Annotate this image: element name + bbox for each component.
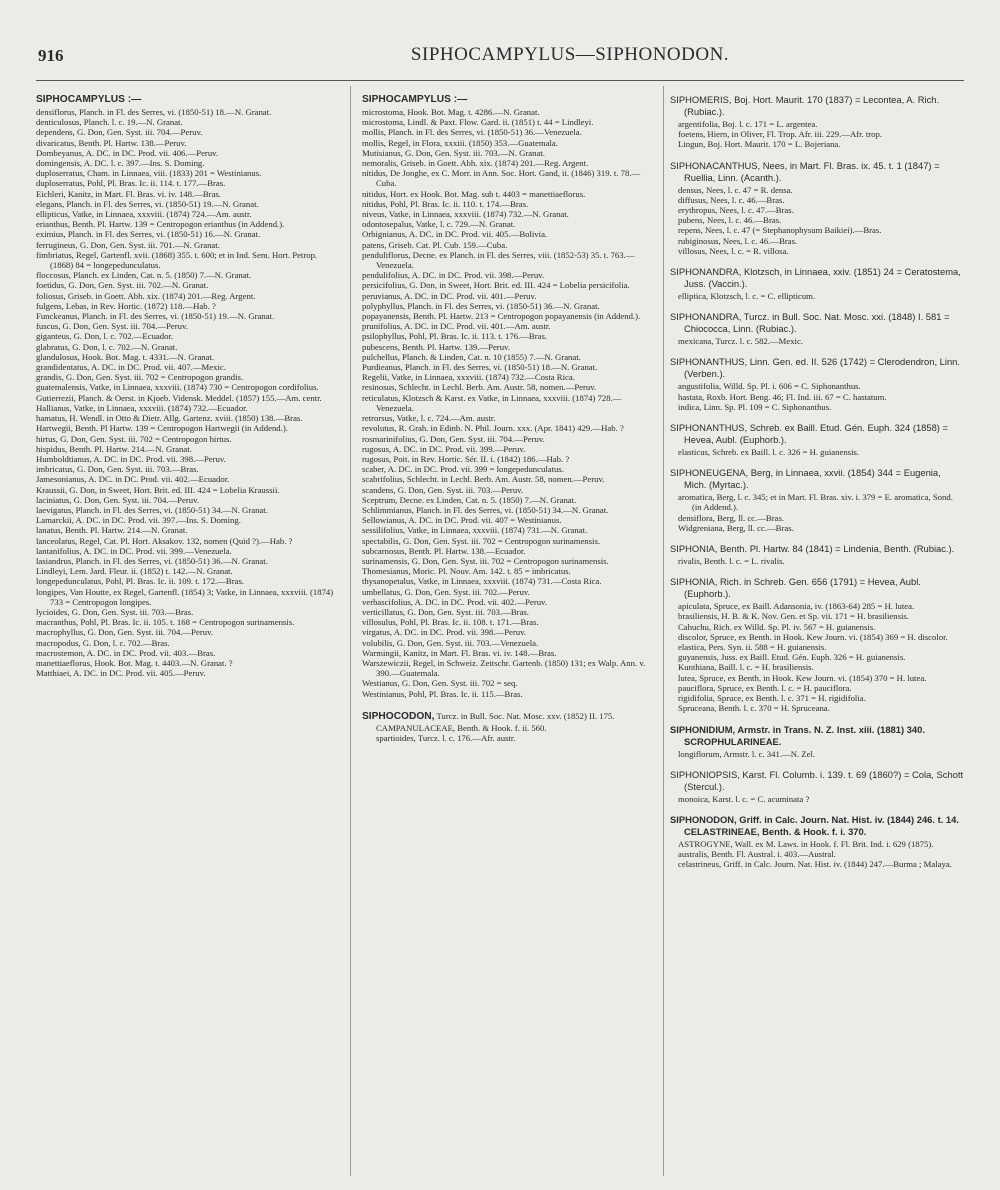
species-entry: angustifolia, Willd. Sp. Pl. i. 606 = C. Siphonanthus. <box>678 381 861 392</box>
genus-heading: SIPHOMERIS, Boj. Hort. Maurit. 170 (1837) = Lecontea, A. Rich. (Rubiac.). <box>670 94 940 117</box>
species-entry: Purdieanus, Planch. in Fl. des Serres, vi. (1850-51) 18.—N. Granat. <box>362 362 598 373</box>
species-entry: diffusus, Nees, l. c. 46.—Bras. <box>678 194 785 205</box>
genus-block <box>670 543 964 566</box>
species-entry: densus, Nees, l. c. 47 = R. densa. <box>678 184 793 195</box>
species-entry: erianthus, Benth. Pl. Hartw. 139 = Centropogon erianthus (in Addend.). <box>36 219 285 230</box>
species-entry: nitidus, De Jonghe, ex C. Morr. in Ann. Soc. Hort. Gand, ii. (1846) 319. t. 78.—Cuba. <box>362 168 641 189</box>
species-entry: lanatus, Benth. Pl. Hartw. 214.—N. Granat. <box>36 525 188 536</box>
genus-heading: SIPHOCODON, <box>362 710 435 722</box>
species-entry: hamatus, H. Wendl. in Otto & Dietr. Allg. Gartenz. xviii. (1850) 138.—Bras. <box>36 413 303 424</box>
species-entry: ellipticus, Vatke, in Linnaea, xxxviii. (1874) 724.—Am. austr. <box>36 209 252 220</box>
species-entry: elasticus, Schreb. ex Baill. l. c. 326 = H. guianensis. <box>678 447 860 458</box>
genus-block <box>670 94 964 150</box>
genus-block <box>670 769 964 804</box>
species-entry: Humboldtianus, A. DC. in DC. Prod. vii. 398.—Peruv. <box>36 453 226 464</box>
species-entry: grandidentatus, A. DC. in DC. Prod. vii. 407.—Mexic. <box>36 362 226 373</box>
species-entry: Lingun, Boj. Hort. Maurit. 170 = L. Bojeriana. <box>678 139 841 150</box>
species-entry: Jamesonianus, A. DC. in DC. Prod. vii. 402.—Ecuador. <box>36 474 230 485</box>
header-rule <box>36 80 964 81</box>
species-entry: Hartwegii, Benth. Pl Hartw. 139 = Centropogon Hartwegii (in Addend.). <box>36 423 288 434</box>
species-entry: popayanensis, Benth. Pl. Hartw. 213 = Centropogon popayanensis (in Addend.). <box>362 311 641 322</box>
species-entry: laevigatus, Planch. in Fl. des Serres, vi. (1850-51) 34.—N. Granat. <box>36 504 268 515</box>
species-entry: Hallianus, Vatke, in Linnaea, xxxviii. (1874) 732.—Ecuador. <box>36 402 248 413</box>
column-middle <box>362 94 657 1174</box>
species-entry: volubilis, G. Don, Gen. Syst. iii. 703.—Venezuela. <box>362 637 539 648</box>
species-entry: giganteus, G. Don, l. c. 702.—Ecuador. <box>36 331 174 342</box>
species-entry: nitidus, Hort. ex Hook. Bot. Mag. sub t. 4403 = manettiaeflorus. <box>362 188 586 199</box>
species-entry: Warmingii, Kanitz, in Mart. Fl. Bras. vi. iv. 148.—Bras. <box>362 647 557 658</box>
species-entry: mollis, Regel, in Flora, xxxiii. (1850) 353.—Guatemala. <box>362 137 558 148</box>
species-entry: Matthiaei, A. DC. in DC. Prod. vii. 405.—Peruv. <box>36 668 206 679</box>
species-entry: lutea, Spruce, ex Benth. in Hook. Kew Journ. vi. (1854) 370 = H. lutea. <box>678 672 927 683</box>
species-entry: discolor, Spruce, ex Benth. in Hook. Kew Journ. vi. (1854) 369 = H. discolor. <box>678 631 948 642</box>
species-entry: surinamensis, G. Don, Gen. Syst. iii. 702 = Centropogon surinamensis. <box>362 555 609 566</box>
species-entry: Schlimmianus, Planch. in Fl. des Serres, vi. (1850-51) 34.—N. Granat. <box>362 504 609 515</box>
species-entry: hispidus, Benth. Pl. Hartw. 214.—N. Granat. <box>36 443 192 454</box>
species-entry: revolutus, R. Grah. in Edinb. N. Phil. Journ. xxx. (Apr. 1841) 429.—Hab. ? <box>362 423 624 434</box>
species-entry: thysanopetalus, Vatke, in Linnaea, xxxviii. (1874) 731.—Costa Rica. <box>362 576 602 587</box>
species-entry: ASTROGYNE, Wall. ex M. Laws. in Hook. f. Fl. Brit. Ind. i. 629 (1875). <box>678 838 934 849</box>
species-entry: Regelii, Vatke, in Linnaea, xxxviii. (1874) 732.—Costa Rica. <box>362 372 575 383</box>
genus-block <box>670 356 964 412</box>
genus-heading: SIPHONIDIUM, Armstr. in Trans. N. Z. Inst. xiii. (1881) 340. SCROPHULARINEAE. <box>670 723 925 747</box>
species-entry: apiculata, Spruce, ex Baill. Adansonia, iv. (1863-64) 285 = H. lutea. <box>678 601 915 612</box>
species-entry: fuscus, G. Don, Gen. Syst. iii. 704.—Peruv. <box>36 321 188 332</box>
species-entry: Funckeanus, Planch. in Fl. des Serres, vi. (1850-51) 19.—N. Granat. <box>36 311 275 322</box>
genus-heading: SIPHONIOPSIS, Karst. Fl. Columb. i. 139. t. 69 (1860?) = Cola, Schott (Stercul.). <box>670 768 964 792</box>
genus-block <box>670 311 964 346</box>
species-entry: glabratus, G. Don, l. c. 702.—N. Granat. <box>36 341 178 352</box>
genus-block <box>670 467 964 533</box>
genus-heading: SIPHONANTHUS, Schreb. ex Baill. Etud. Gén. Euph. 324 (1858) = Hevea, Aubl. (Euphorb.). <box>670 422 948 446</box>
species-entry: virgatus, A. DC. in DC. Prod. vii. 398.—Peruv. <box>362 627 527 638</box>
species-entry: grandis, G. Don, Gen. Syst. iii. 702 = Centropogon grandis. <box>36 372 244 383</box>
species-entry: pulchellus, Planch. & Linden, Cat. n. 10 (1855) 7.—N. Granat. <box>362 351 581 362</box>
genus-heading: SIPHONANDRA, Klotzsch, in Linnaea, xxiv. (1851) 24 = Ceratostema, Juss. (Vaccin.). <box>670 266 961 290</box>
species-entry: macropodus, G. Don, l. c. 702.—Bras. <box>36 637 170 648</box>
species-entry: Lamarckii, A. DC. in DC. Prod. vii. 397.—Ins. S. Doming. <box>36 515 241 526</box>
species-entry: duploserratus, Cham. in Linnaea, viii. (1833) 201 = Westinianus. <box>36 168 262 179</box>
species-entry: Warszewiczii, Regel, in Schweiz. Zeitschr. Gartenb. (1850) 131; ex Walp. Ann. v. 390.—Guatemala. <box>362 657 646 679</box>
species-entry: spartioides, Turcz. l. c. 176.—Afr. austr. <box>376 732 516 743</box>
species-entry: lanceolatus, Regel, Cat. Pl. Hort. Aksakov. 132, nomen (Quid ?).—Hab. ? <box>36 535 293 546</box>
species-entry: verbascifolius, A. DC. in DC. Prod. vii. 402.—Peruv. <box>362 596 548 607</box>
species-entry: Kunthiana, Baill. l. c. = H. brasiliensis. <box>678 662 814 673</box>
species-entry: Orbignianus, A. DC. in DC. Prod. vii. 405.—Bolivia. <box>362 229 548 240</box>
species-entry: Cahuchu, Rich. ex Willd. Sp. Pl. iv. 567 = H. guianensis. <box>678 621 876 632</box>
genus-heading: SIPHONEUGENA, Berg, in Linnaea, xxvii. (1854) 344 = Eugenia, Mich. (Myrtac.). <box>670 467 941 491</box>
species-entry: divaricatus, Benth. Pl. Hartw. 138.—Peruv. <box>36 137 187 148</box>
species-entry: argentifolia, Boj. l. c. 171 = L. argentea. <box>678 119 818 129</box>
species-entry: glandulosus, Hook. Bot. Mag. t. 4331.—N. Granat. <box>36 351 215 362</box>
species-entry: foliosus, Griseb. in Goett. Abh. xix. (1874) 201.—Reg. Argent. <box>36 290 256 301</box>
species-entry: peruvianus, A. DC. in DC. Prod. vii. 401.—Peruv. <box>362 290 537 301</box>
species-entry: polyphyllus, Planch. in Fl. des Serres, vi. (1850-51) 36.—N. Granat. <box>362 300 600 311</box>
species-entry: psilophyllus, Pohl, Pl. Bras. Ic. ii. 113. t. 176.—Bras. <box>362 331 548 342</box>
species-entry: laciniatus, G. Don, Gen. Syst. iii. 704.—Peruv. <box>36 494 200 505</box>
species-entry: longipes, Van Houtte, ex Regel, Gartenfl. (1854) 3; Vatke, in Linnaea, xxxviii. (1874) 733 = Centropogon longipes. <box>36 586 334 607</box>
species-entry: denticulosus, Planch. l. c. 19.—N. Granat. <box>36 117 183 128</box>
species-entry: scandens, G. Don, Gen. Syst. iii. 703.—Peruv. <box>362 484 524 495</box>
species-entry: longepedunculatus, Pohl, Pl. Bras. Ic. ii. 109. t. 172.—Bras. <box>36 576 244 587</box>
species-entry: Mutisianus, G. Don, Gen. Syst. iii. 703.—N. Granat. <box>362 147 545 158</box>
species-entry: fulgens, Lebas, in Rev. Hortic. (1872) 118.—Hab. ? <box>36 300 216 311</box>
species-entry: nemoralis, Griseb. in Goett. Abh. xix. (1874) 201.—Reg. Argent. <box>362 158 589 169</box>
species-entry: repens, Nees, l. c. 47 (= Stephanophysum Baikiei).—Bras. <box>678 225 882 236</box>
genus-heading: SIPHONACANTHUS, Nees, in Mart. Fl. Bras. ix. 45. t. 1 (1847) = Ruellia, Linn. (Acanth.). <box>670 159 940 183</box>
species-entry: villosus, Nees, l. c. = R. villosa. <box>678 245 789 256</box>
species-entry: aromatica, Berg, l. c. 345; et in Mart. Fl. Bras. xiv. i. 379 = E. aromatica, Sond. (in Addend.). <box>678 492 953 513</box>
species-entry: Eichleri, Kanitz, in Mart. Fl. Bras. vi. iv. 148.—Bras. <box>36 188 221 199</box>
species-entry: odontosepalus, Vatke, l. c. 729.—N. Granat. <box>362 219 516 230</box>
species-entry: Spruceana, Benth. l. c. 370 = H. Spruceana. <box>678 703 830 714</box>
species-entry: macranthus, Pohl, Pl. Bras. Ic. ii. 105. t. 168 = Centropogon surinamensis. <box>36 617 295 628</box>
species-entry: pendulifolius, A. DC. in DC. Prod. vii. 398.—Peruv. <box>362 270 545 281</box>
species-entry: hirtus, G. Don, Gen. Syst. iii. 702 = Centropogon hirtus. <box>36 433 232 444</box>
genus-heading: SIPHOCAMPYLUS :— <box>36 94 142 105</box>
species-entry: scaber, A. DC. in DC. Prod. vii. 399 = longepedunculatus. <box>362 464 564 475</box>
species-entry: lycioides, G. Don, Gen. Syst. iii. 703.—Bras. <box>36 606 194 617</box>
species-entry: foetidus, G. Don, Gen. Syst. iii. 702.—N. Granat. <box>36 280 209 291</box>
species-entry: rivalis, Benth. l. c. = L. rivalis. <box>678 556 785 567</box>
species-entry: guatemalensis, Vatke, in Linnaea, xxxviii. (1874) 730 = Centropogon cordifolius. <box>36 382 319 393</box>
species-entry: villosulus, Pohl, Pl. Bras. Ic. ii. 108. t. 171.—Bras. <box>362 617 539 628</box>
species-entry: rugosus, A. DC. in DC. Prod. vii. 399.—Peruv. <box>362 443 526 454</box>
species-entry: Thomesianus, Moric. Pl. Nouv. Am. 142. t. 85 = imbricatus. <box>362 566 571 577</box>
species-entry: celastrineus, Griff. in Calc. Journ. Nat. Hist. iv. (1844) 247.—Burma ; Malaya. <box>678 859 952 870</box>
genus-heading: SIPHONIA, Benth. Pl. Hartw. 84 (1841) = Lindenia, Benth. (Rubiac.). <box>670 543 955 555</box>
genus-block <box>670 814 964 870</box>
species-entry: lantanifolius, A. DC. in DC. Prod. vii. 399.—Venezuela. <box>36 545 232 556</box>
entry-list <box>362 107 657 699</box>
species-entry: Sceptrum, Decne. ex Linden, Cat. n. 5. (1850) 7.—N. Granat. <box>362 494 577 505</box>
species-entry: rigidifolia, Spruce, ex Benth. l. c. 371 = H. rigidifolia. <box>678 693 866 704</box>
species-entry: imbricatus, G. Don, Gen. Syst. iii. 703.—Bras. <box>36 464 199 475</box>
species-entry: nitidus, Pohl, Pl. Bras. Ic. ii. 110. t. 174.—Bras. <box>362 198 529 209</box>
species-entry: Gutierrezii, Planch. & Oerst. in Kjoeb. Vidensk. Meddel. (1857) 155.—Am. centr. <box>36 392 322 403</box>
column-right <box>670 94 964 1174</box>
species-entry: macrophyllus, G. Don, Gen. Syst. iii. 704.—Peruv. <box>36 627 214 638</box>
species-entry: spectabilis, G. Don, Gen. Syst. iii. 702 = Centropogon surinamensis. <box>362 535 600 546</box>
species-entry: australis, Benth. Fl. Austral. i. 403.—Austral. <box>678 849 836 860</box>
species-entry: microstoma, Lindl. & Paxt. Flow. Gard. ii. (1851) t. 44 = Lindleyi. <box>362 117 594 128</box>
genus-heading: SIPHONANTHUS, Linn. Gen. ed. II. 526 (1742) = Clerodendron, Linn. (Verben.). <box>670 356 960 380</box>
species-entry: niveus, Vatke, in Linnaea, xxxviii. (1874) 732.—N. Granat. <box>362 209 569 220</box>
genus-heading: SIPHONANDRA, Turcz. in Bull. Soc. Nat. Mosc. xxi. (1848) I. 581 = Chiococca, Linn. (Rubiac.). <box>670 311 950 335</box>
species-entry: rosmarinifolius, G. Don, Gen. Syst. iii. 704.—Peruv. <box>362 433 545 444</box>
species-entry: elliptica, Klotzsch, l. c. = C. ellipticum. <box>678 291 816 302</box>
species-entry: guyanensis, Juss. ex Baill. Etud. Gén. Euph. 326 = H. guianensis. <box>678 652 906 663</box>
species-entry: duploserratus, Pohl, Pl. Bras. Ic. ii. 114. t. 177.—Bras. <box>36 178 226 189</box>
species-entry: brasiliensis, H. B. & K. Nov. Gen. et Sp. vii. 171 = H. brasiliensis. <box>678 611 909 622</box>
species-entry: macrostemon, A. DC. in DC. Prod. vii. 403.—Bras. <box>36 647 216 658</box>
species-entry: ferrugineus, G. Don, Gen. Syst. iii. 701.—N. Granat. <box>36 239 220 250</box>
species-entry: dependens, G. Don, Gen. Syst. iii. 704.—Peruv. <box>36 127 203 138</box>
genus-block <box>670 576 964 713</box>
species-entry: sessilifolius, Vatke, in Linnaea, xxxviii. (1874) 731.—N. Granat. <box>362 525 588 536</box>
species-entry: subcarnosus, Benth. Pl. Hartw. 138.—Ecuador. <box>362 545 526 556</box>
species-entry: Dombeyanus, A. DC. in DC. Prod. vii. 406.—Peruv. <box>36 147 219 158</box>
genus-block <box>670 422 964 457</box>
genus-block-siphocodon <box>362 711 657 743</box>
species-entry: microstoma, Hook. Bot. Mag. t. 4286.—N. Granat. <box>362 107 540 117</box>
column-divider <box>350 86 351 1176</box>
species-entry: mexicana, Turcz. l. c. 582.—Mexic. <box>678 336 803 347</box>
entry-list <box>36 107 339 678</box>
species-entry: patens, Griseb. Cat. Pl. Cub. 159.—Cuba. <box>362 239 508 250</box>
species-entry: longiflorum, Armstr. l. c. 341.—N. Zel. <box>678 748 816 759</box>
species-entry: densiflora, Berg, ll. cc.—Bras. <box>678 512 784 523</box>
genus-block <box>670 266 964 301</box>
species-entry: scabrifolius, Schlecht. in Lechl. Berb. Am. Austr. 58, nomen.—Peruv. <box>362 474 605 485</box>
species-entry: pauciflora, Spruce, ex Benth. l. c. = H. pauciflora. <box>678 682 852 693</box>
species-entry: penduliflorus, Decne. ex Planch. in Fl. des Serres, viii. (1852-53) 35. t. 763.—Venezuela. <box>362 249 635 271</box>
species-entry: erythropus, Nees, l. c. 47.—Bras. <box>678 205 794 216</box>
species-entry: persicifolius, G. Don, in Sweet, Hort. Brit. ed. III. 424 = Lobelia persicifolia. <box>362 280 630 291</box>
species-entry: Sellowianus, A. DC. in DC. Prod. vii. 407 = Westinianus. <box>362 515 562 526</box>
species-entry: Kraussii, G. Don, in Sweet, Hort. Brit. ed. III. 424 = Lobelia Kraussii. <box>36 484 280 495</box>
column-left <box>36 94 339 1174</box>
species-entry: pubescens, Benth. Pl. Hartw. 139.—Peruv. <box>362 341 510 352</box>
species-entry: eximius, Planch. in Fl. des Serres, vi. (1850-51) 16.—N. Granat. <box>36 229 261 240</box>
genus-heading: SIPHONODON, Griff. in Calc. Journ. Nat. Hist. iv. (1844) 246. t. 14. CELASTRINEAE, Benth. & Hook. f. i. 370. <box>670 813 959 837</box>
species-entry: Westianus, G. Don, Gen. Syst. iii. 702 = seq. <box>362 678 518 689</box>
species-entry: prunifolius, A. DC. in DC. Prod. vii. 401.—Am. austr. <box>362 321 551 332</box>
species-entry: indica, Linn. Sp. Pl. 109 = C. Siphonanthus. <box>678 401 832 412</box>
species-entry: densiflorus, Planch. in Fl. des Serres, vi. (1850-51) 18.—N. Granat. <box>36 107 272 117</box>
species-entry: umbellatus, G. Don, Gen. Syst. iii. 702.—Peruv. <box>362 586 530 597</box>
column-divider <box>663 86 664 1176</box>
genus-block <box>670 724 964 759</box>
species-entry: retrorsus, Vatke, l. c. 724.—Am. austr. <box>362 413 496 424</box>
species-entry: Westinianus, Pohl, Pl. Bras. Ic. ii. 115.—Bras. <box>362 688 523 699</box>
species-entry: monoica, Karst. l. c. = C. acuminata ? <box>678 793 810 804</box>
species-entry: rugosus, Poit. in Rev. Hortic. Sér. II. i. (1842) 186.—Hab. ? <box>362 453 570 464</box>
species-entry: rubiginosus, Nees, l. c. 46.—Bras. <box>678 235 798 246</box>
species-entry: verticillatus, G. Don, Gen. Syst. iii. 703.—Bras. <box>362 606 529 617</box>
species-entry: hastata, Roxb. Hort. Beng. 46; Fl. Ind. iii. 67 = C. hastatum. <box>678 391 887 402</box>
species-entry: Lindleyi, Lem. Jard. Fleur. ii. (1852) t. 142.—N. Granat. <box>36 566 233 577</box>
page-number: 916 <box>38 46 64 65</box>
genus-heading: SIPHONIA, Rich. in Schreb. Gen. 656 (1791) = Hevea, Aubl. (Euphorb.). <box>670 576 921 600</box>
species-entry: resinosus, Schlecht. in Lechl. Berb. Am. Austr. 58, nomen.—Peruv. <box>362 382 597 393</box>
genus-block <box>670 160 964 256</box>
genus-heading: SIPHOCAMPYLUS :— <box>362 94 468 105</box>
genus-reference: Turcz. in Bull. Soc. Nat. Mosc. xxv. (1852) II. 175. CAMPANULACEAE, Benth. & Hook. f. ii. 560. <box>376 710 615 733</box>
species-entry: floccosus, Planch. ex Linden, Cat. n. 5. (1850) 7.—N. Granat. <box>36 270 252 281</box>
species-entry: reticulatus, Klotzsch & Karst. ex Vatke, in Linnaea, xxxviii. (1874) 728.—Venezuela. <box>362 392 622 413</box>
species-entry: mollis, Planch. in Fl. des Serres, vi. (1850-51) 36.—Venezuela. <box>362 127 582 138</box>
running-title: SIPHOCAMPYLUS—SIPHONODON. <box>410 44 730 65</box>
species-entry: elastica, Pers. Syn. ii. 588 = H. guianensis. <box>678 642 827 653</box>
species-entry: elegans, Planch. in Fl. des Serres, vi. (1850-51) 19.—N. Granat. <box>36 198 259 209</box>
species-entry: manettiaeflorus, Hook. Bot. Mag. t. 4403.—N. Granat. ? <box>36 657 233 668</box>
species-entry: foetens, Hiern, in Oliver, Fl. Trop. Afr. iii. 229.—Afr. trop. <box>678 129 883 140</box>
species-entry: pubens, Nees, l. c. 46.—Bras. <box>678 215 782 226</box>
species-entry: domingensis, A. DC. l. c. 397.—Ins. S. Doming. <box>36 158 205 169</box>
species-entry: Widgreniana, Berg, ll. cc.—Bras. <box>678 522 794 533</box>
species-entry: fimbriatus, Regel, Gartenfl. xvii. (1868) 355. t. 600; et in Ind. Sem. Hort. Petrop. (1868) 84 = longepedunculatus. <box>36 249 318 271</box>
species-entry: lasiandrus, Planch. in Fl. des Serres, vi. (1850-51) 36.—N. Granat. <box>36 555 268 566</box>
